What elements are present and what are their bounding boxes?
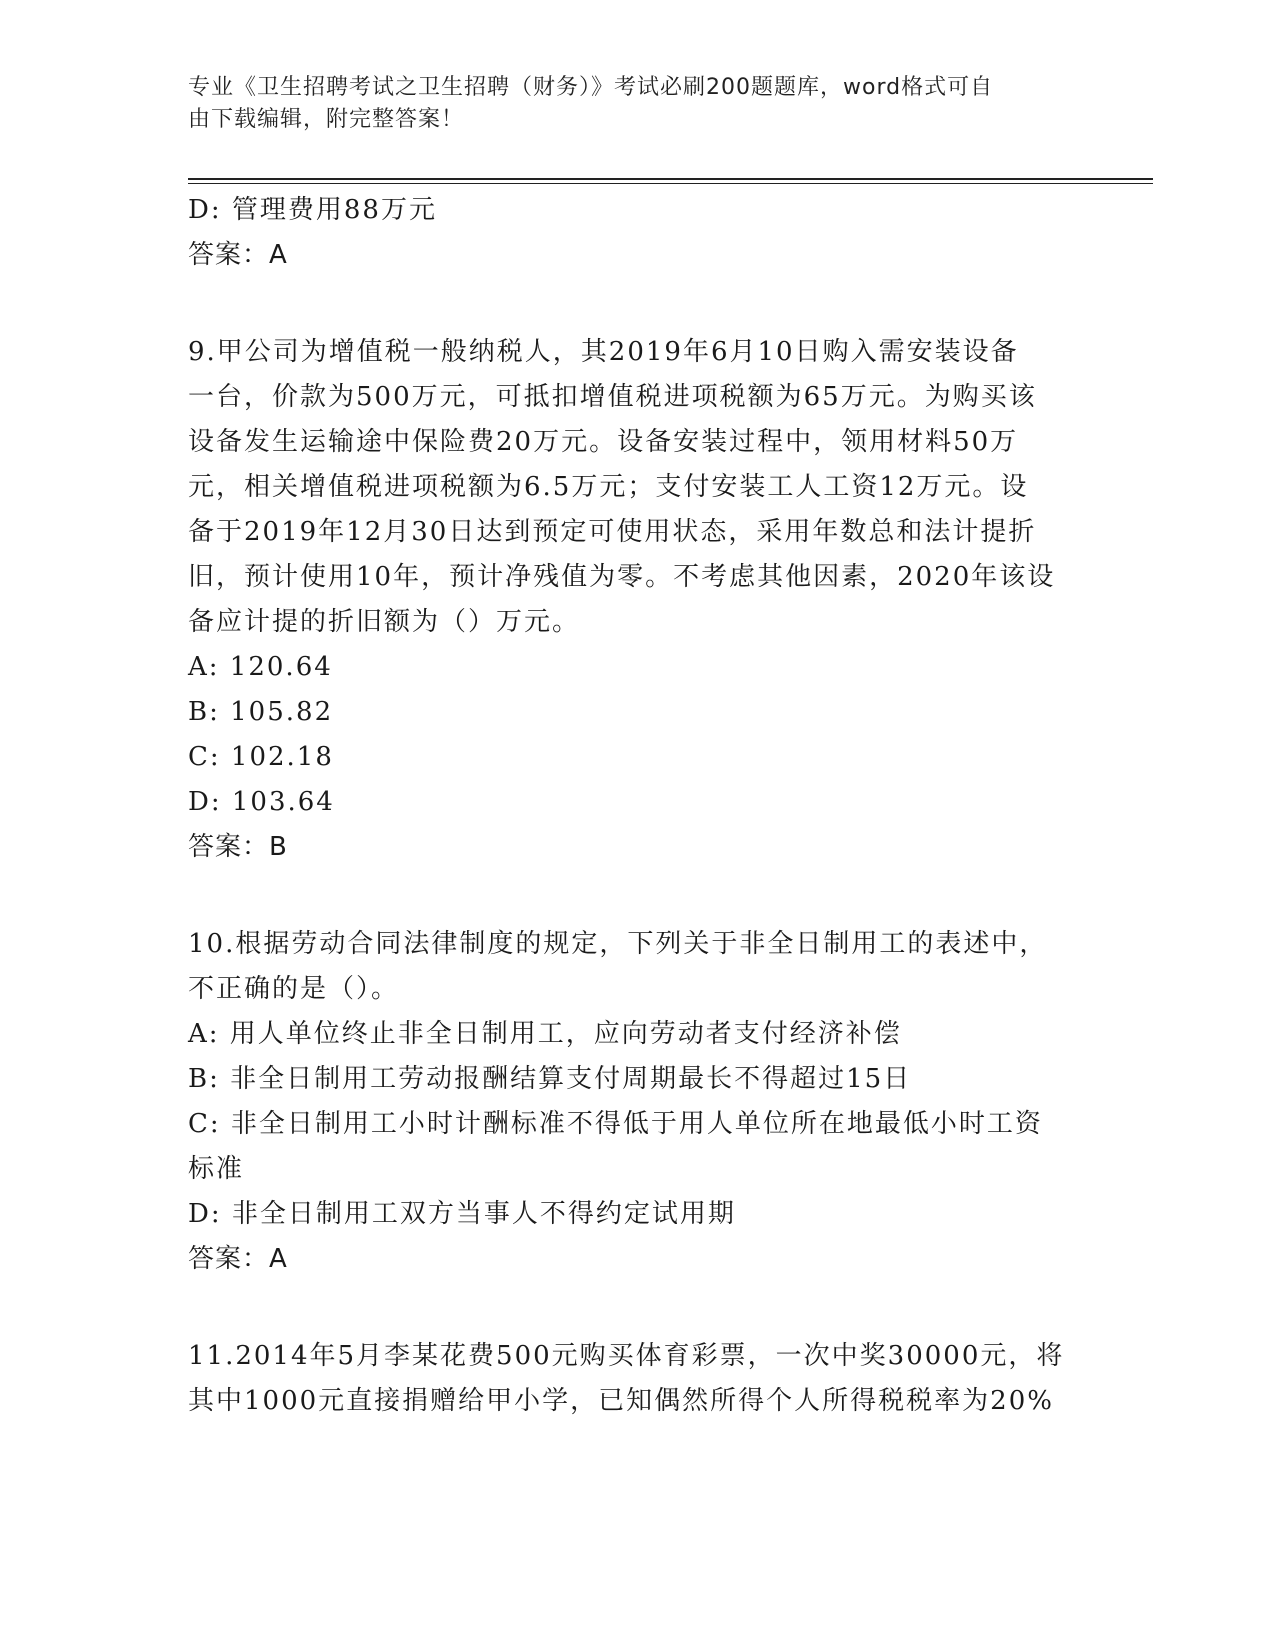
question-9-line: 备应计提的折旧额为（）万元。 (188, 607, 581, 637)
question-9-line: 一台，价款为500万元，可抵扣增值税进项税额为65万元。为购买该 (188, 382, 1037, 412)
question-10-option-c: C: 非全日制用工小时计酬标准不得低于用人单位所在地最低小时工资 (188, 1109, 1043, 1139)
question-11-line: 11.2014年5月李某花费500元购买体育彩票，一次中奖30000元，将 (188, 1341, 1065, 1371)
spacer (188, 1282, 1088, 1334)
document-body (188, 188, 1088, 1424)
spacer (188, 278, 1088, 330)
question-10-option-c-continued: 标准 (188, 1154, 245, 1184)
prev-answer: 答案：A (188, 240, 288, 270)
question-9-option-a: A: 120.64 (188, 652, 333, 682)
question-9 (188, 330, 1088, 870)
spacer (188, 870, 1088, 922)
document-header (188, 72, 1068, 136)
header-line-1: 专业《卫生招聘考试之卫生招聘（财务）》考试必刷200题题库，word格式可自 (188, 75, 994, 100)
header-line-2: 由下载编辑，附完整答案！ (188, 107, 465, 132)
question-9-option-b: B: 105.82 (188, 697, 334, 727)
prev-option-d: D: 管理费用88万元 (188, 195, 437, 225)
question-10-answer: 答案：A (188, 1244, 288, 1274)
question-9-line: 元，相关增值税进项税额为6.5万元；支付安装工人工资12万元。设 (188, 472, 1029, 502)
question-10-line: 不正确的是（）。 (188, 974, 400, 1004)
question-9-answer: 答案：B (188, 832, 288, 862)
question-11 (188, 1334, 1088, 1424)
question-10-option-a: A: 用人单位终止非全日制用工，应向劳动者支付经济补偿 (188, 1019, 902, 1049)
question-9-option-c: C: 102.18 (188, 742, 334, 772)
question-9-line: 9.甲公司为增值税一般纳税人，其2019年6月10日购入需安装设备 (188, 337, 1019, 367)
question-9-line: 设备发生运输途中保险费20万元。设备安装过程中，领用材料50万 (188, 427, 1019, 457)
question-10-option-b: B: 非全日制用工劳动报酬结算支付周期最长不得超过15日 (188, 1064, 912, 1094)
question-9-line: 旧，预计使用10年，预计净残值为零。不考虑其他因素，2020年该设 (188, 562, 1056, 592)
question-9-line: 备于2019年12月30日达到预定可使用状态，采用年数总和法计提折 (188, 517, 1037, 547)
question-9-option-d: D: 103.64 (188, 787, 335, 817)
question-10-line: 10.根据劳动合同法律制度的规定，下列关于非全日制用工的表述中， (188, 929, 1048, 959)
question-10 (188, 922, 1088, 1282)
question-10-option-d: D: 非全日制用工双方当事人不得约定试用期 (188, 1199, 736, 1229)
question-11-line: 其中1000元直接捐赠给甲小学，已知偶然所得个人所得税税率为20% (188, 1386, 1054, 1416)
header-rule-thin (188, 183, 1153, 184)
header-rule-thick (188, 178, 1153, 180)
